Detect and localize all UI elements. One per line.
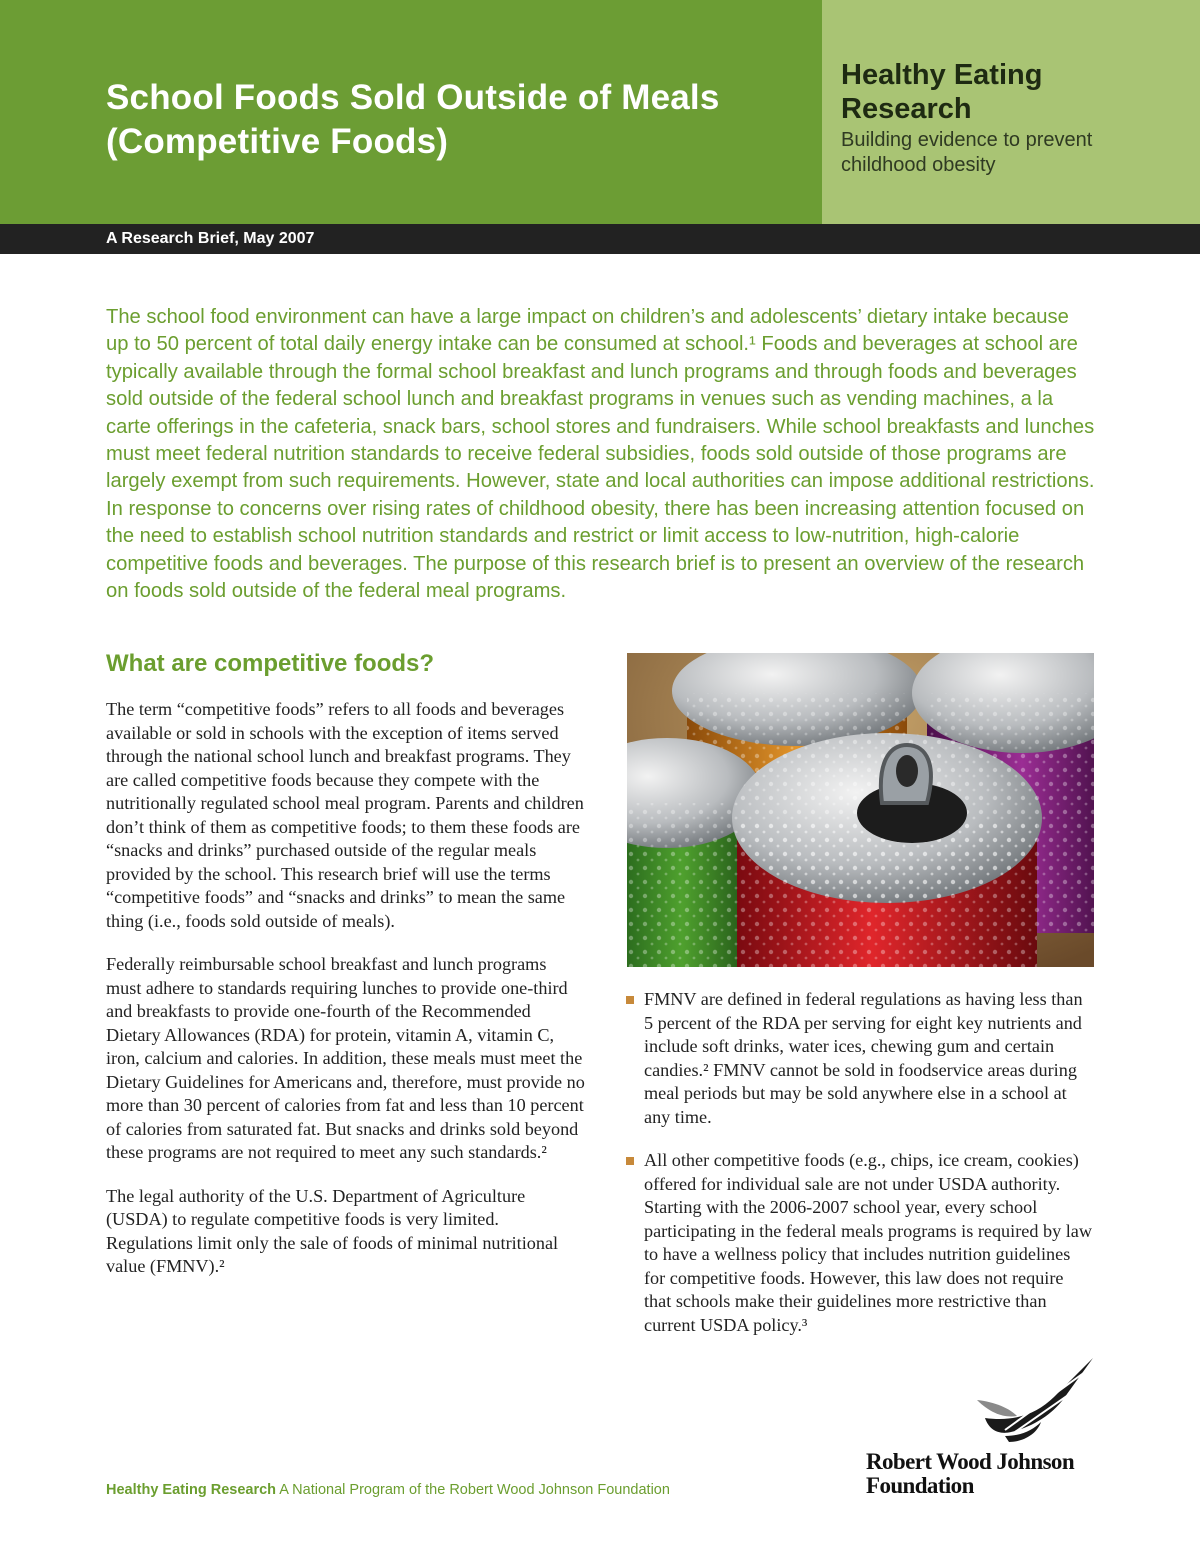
footer-brand: Healthy Eating Research	[106, 1482, 277, 1498]
logo-line-1: Robert Wood Johnson	[866, 1449, 1075, 1474]
tagline-line-1: Building evidence to prevent	[841, 129, 1093, 151]
paragraph-3: The legal authority of the U.S. Department of Agriculture (USDA) to regulate competitive foods is very limited. Regulations limit only the sale of foods of minimal nutritional value (FMNV).²	[106, 1185, 559, 1276]
rwjf-bird-logo-icon	[975, 1356, 1100, 1446]
brand-tagline	[841, 128, 1181, 178]
logo-line-2: Foundation	[866, 1473, 974, 1498]
title-line-1: School Foods Sold Outside of Meals	[106, 78, 720, 117]
bullet-list	[625, 988, 1095, 1357]
bullet-item	[625, 988, 1095, 1129]
left-column	[106, 698, 586, 1299]
tagline-line-2: childhood obesity	[841, 154, 996, 176]
title-line-2: (Competitive Foods)	[106, 122, 449, 161]
paragraph-2: Federally reimbursable school breakfast and lunch programs must adhere to standards requiring lunches to provide one-third and breakfasts to provide one-fourth of the Recommended Dietary Allowances (RDA) for protein, vitamin A, vitamin C, iron, calcium and calories. In addition, these meals must meet the Dietary Guidelines for Americans and, therefore, must provide no more than 30 percent of calories from fat and less than 10 percent of calories from saturated fat. But snacks and drinks sold beyond these programs are not required to meet any such standards.²	[106, 954, 585, 1162]
brand-line-1: Healthy Eating	[841, 59, 1043, 91]
brief-label: A Research Brief, May 2007	[106, 230, 315, 247]
rwjf-logo-text	[866, 1450, 1106, 1498]
footer-program-text: A National Program of the Robert Wood Johnson Foundation	[276, 1482, 670, 1498]
brand-name	[841, 58, 1181, 126]
brief-bar	[0, 224, 1200, 254]
section-heading: What are competitive foods?	[106, 650, 435, 677]
page-title	[106, 76, 816, 164]
footer	[106, 1481, 670, 1499]
soda-cans-photo	[627, 653, 1094, 967]
intro-paragraph: The school food environment can have a large impact on children’s and adolescents’ dietary intake because up to 50 percent of total daily energy intake can be consumed at school.¹ Foods and beverages at school are typically available through the formal school breakfast and lunch programs and through foods and beverages sold outside of the federal school lunch and breakfast programs in venues such as vending machines, a la carte offerings in the cafeteria, snack bars, school stores and fundraisers. While school breakfasts and lunches must meet federal nutrition standards to receive federal subsidies, foods sold outside of those programs are largely exempt from such requirements. However, state and local authorities can impose additional restrictions. In response to concerns over rising rates of childhood obesity, there has been increasing attention focused on the need to establish school nutrition standards and restrict or limit access to low-nutrition, high-calorie competitive foods and beverages. The purpose of this research brief is to present an overview of the research on foods sold outside of the federal meal programs.	[106, 306, 1095, 603]
bullet-text-1: FMNV are defined in federal regulations as having less than 5 percent of the RDA per serving for eight key nutrients and include soft drinks, water ices, chewing gum and certain candies.² FMNV cannot be sold in foodservice areas during meal periods but may be sold anywhere else in a school at any time.	[644, 989, 1083, 1127]
paragraph-1: The term “competitive foods” refers to all foods and beverages available or sold in schools with the exception of items served through the national school lunch and breakfast programs. They are called competitive foods because they compete with the nutritionally regulated school meal program. Parents and children don’t think of them as competitive foods; to them these foods are “snacks and drinks” purchased outside of the regular meals provided by the school. This research brief will use the terms “competitive foods” and “snacks and drinks” to mean the same thing (i.e., foods sold outside of meals).	[106, 699, 584, 931]
bullet-square-icon	[626, 996, 634, 1004]
brand-line-2: Research	[841, 93, 972, 125]
bullet-item	[625, 1149, 1095, 1337]
bullet-text-2: All other competitive foods (e.g., chips, ice cream, cookies) offered for individual sale are not under USDA authority. Starting with the 2006-2007 school year, every school participating in the federal meals programs is required by law to have a wellness policy that includes nutrition guidelines for competitive foods. However, this law does not require that schools make their guidelines more restrictive than current USDA policy.³	[644, 1150, 1092, 1335]
bullet-square-icon	[626, 1157, 634, 1165]
